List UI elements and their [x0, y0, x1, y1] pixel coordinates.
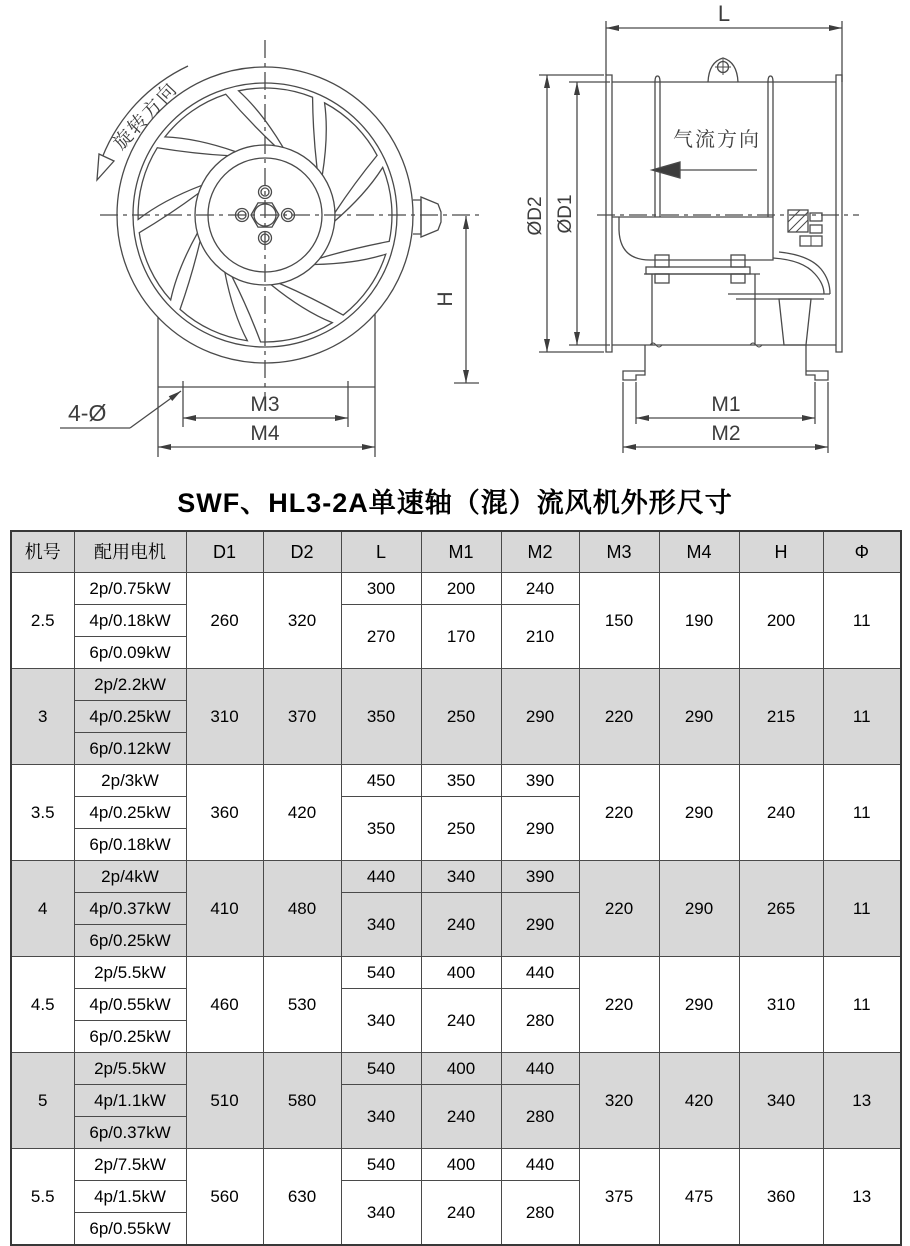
terminal-box	[413, 197, 441, 237]
motor-cell: 2p/4kW	[74, 861, 186, 893]
holes-label: 4-Ø	[68, 400, 107, 426]
motor-cone	[779, 299, 811, 345]
model-cell: 5.5	[11, 1149, 74, 1246]
m3-cell: 220	[579, 861, 659, 957]
l-cell: 450	[341, 765, 421, 797]
m1-cell: 400	[421, 1053, 501, 1085]
l-cell: 340	[341, 1181, 421, 1246]
motor-cell: 2p/5.5kW	[74, 957, 186, 989]
h-cell: 215	[739, 669, 823, 765]
lower-drum	[644, 274, 760, 345]
dimensions-table	[10, 530, 902, 1246]
motor-cell: 4p/1.1kW	[74, 1085, 186, 1117]
airflow-direction-label: 气流方向	[673, 129, 761, 151]
h-cell: 310	[739, 957, 823, 1053]
group-5	[11, 1053, 901, 1149]
motor-cell: 4p/0.25kW	[74, 701, 186, 733]
motor-cell: 6p/0.25kW	[74, 1021, 186, 1053]
m1-cell: 240	[421, 893, 501, 957]
d2-cell: 630	[263, 1149, 341, 1246]
m4-cell: 290	[659, 957, 739, 1053]
col-header-d1: D1	[186, 531, 263, 573]
col-header-m1: M1	[421, 531, 501, 573]
motor-cell: 4p/0.55kW	[74, 989, 186, 1021]
col-header-model: 机号	[11, 531, 74, 573]
m1-cell: 340	[421, 861, 501, 893]
motor-cell: 2p/3kW	[74, 765, 186, 797]
l-cell: 350	[341, 669, 421, 765]
flange-right	[836, 75, 842, 352]
m2-cell: 440	[501, 1053, 579, 1085]
m3-dim-label: M3	[250, 393, 280, 416]
model-cell: 4	[11, 861, 74, 957]
l-cell: 350	[341, 797, 421, 861]
motor-cell: 6p/0.37kW	[74, 1117, 186, 1149]
col-header-phi: Φ	[823, 531, 901, 573]
col-header-d2: D2	[263, 531, 341, 573]
h-cell: 200	[739, 573, 823, 669]
model-cell: 2.5	[11, 573, 74, 669]
d1-cell: 410	[186, 861, 263, 957]
m4-cell: 290	[659, 669, 739, 765]
l-cell: 300	[341, 573, 421, 605]
motor-cell: 6p/0.09kW	[74, 637, 186, 669]
m4-cell: 190	[659, 573, 739, 669]
d2-cell: 480	[263, 861, 341, 957]
phi-cell: 13	[823, 1053, 901, 1149]
model-cell: 3	[11, 669, 74, 765]
group-5-5	[11, 1149, 901, 1246]
col-header-h: H	[739, 531, 823, 573]
l-cell: 440	[341, 861, 421, 893]
m1-cell: 400	[421, 1149, 501, 1181]
phi-cell: 13	[823, 1149, 901, 1246]
motor-cell: 4p/1.5kW	[74, 1181, 186, 1213]
m2-cell: 280	[501, 1085, 579, 1149]
d2-dim-label: ØD2	[525, 196, 546, 236]
motor-cell: 6p/0.18kW	[74, 829, 186, 861]
m3-cell: 220	[579, 765, 659, 861]
motor-casing	[612, 217, 773, 260]
h-dim-label: H	[434, 291, 457, 307]
d2-cell: 530	[263, 957, 341, 1053]
motor-cell: 2p/0.75kW	[74, 573, 186, 605]
m1-cell: 240	[421, 1181, 501, 1246]
page-title: SWF、HL3-2A单速轴（混）流风机外形尺寸	[177, 488, 733, 518]
airflow-arrowhead-icon	[652, 162, 680, 178]
l-cell: 340	[341, 1085, 421, 1149]
m2-cell: 280	[501, 989, 579, 1053]
model-cell: 3.5	[11, 765, 74, 861]
group-4-5	[11, 957, 901, 1053]
motor-cell: 2p/7.5kW	[74, 1149, 186, 1181]
m1-cell: 200	[421, 573, 501, 605]
m1-cell: 350	[421, 765, 501, 797]
h-cell: 340	[739, 1053, 823, 1149]
rotation-arrowhead-icon	[97, 154, 114, 180]
motor-cell: 6p/0.25kW	[74, 925, 186, 957]
motor-cell: 4p/0.37kW	[74, 893, 186, 925]
d1-cell: 260	[186, 573, 263, 669]
table-row	[11, 1053, 901, 1085]
m1-cell: 250	[421, 669, 501, 765]
m2-cell: 390	[501, 861, 579, 893]
fan-side-view	[539, 21, 859, 453]
col-header-m3: M3	[579, 531, 659, 573]
table-row	[11, 861, 901, 893]
l-cell: 540	[341, 1149, 421, 1181]
d2-cell: 420	[263, 765, 341, 861]
table-row	[11, 1149, 901, 1181]
m4-cell: 290	[659, 861, 739, 957]
d1-cell: 510	[186, 1053, 263, 1149]
col-header-m2: M2	[501, 531, 579, 573]
l-cell: 340	[341, 893, 421, 957]
m3-cell: 320	[579, 1053, 659, 1149]
motor-cell: 2p/5.5kW	[74, 1053, 186, 1085]
d1-cell: 310	[186, 669, 263, 765]
l-cell: 340	[341, 989, 421, 1053]
m3-cell: 220	[579, 669, 659, 765]
h-cell: 240	[739, 765, 823, 861]
group-3	[11, 669, 901, 765]
group-2-5	[11, 573, 901, 669]
m1-cell: 250	[421, 797, 501, 861]
group-3-5	[11, 765, 901, 861]
motor-cell: 6p/0.12kW	[74, 733, 186, 765]
model-cell: 4.5	[11, 957, 74, 1053]
m1-cell: 240	[421, 1085, 501, 1149]
phi-cell: 11	[823, 765, 901, 861]
m1-cell: 170	[421, 605, 501, 669]
motor-cell: 2p/2.2kW	[74, 669, 186, 701]
d1-cell: 360	[186, 765, 263, 861]
h-cell: 265	[739, 861, 823, 957]
d2-cell: 580	[263, 1053, 341, 1149]
motor-cell: 6p/0.55kW	[74, 1213, 186, 1246]
d2-cell: 320	[263, 573, 341, 669]
m2-cell: 290	[501, 893, 579, 957]
lifting-eye	[708, 58, 738, 82]
m1-cell: 400	[421, 957, 501, 989]
m4-cell: 420	[659, 1053, 739, 1149]
m2-dim-label: M2	[711, 422, 741, 445]
m4-dim-label: M4	[250, 422, 280, 445]
technical-drawings	[0, 0, 910, 470]
h-cell: 360	[739, 1149, 823, 1246]
l-dim-label: L	[717, 1, 731, 26]
col-header-motor: 配用电机	[74, 531, 186, 573]
col-header-m4: M4	[659, 531, 739, 573]
m3-cell: 220	[579, 957, 659, 1053]
table-row	[11, 669, 901, 701]
m3-cell: 150	[579, 573, 659, 669]
d2-cell: 370	[263, 669, 341, 765]
m2-cell: 240	[501, 573, 579, 605]
m1-cell: 240	[421, 989, 501, 1053]
flange-left	[606, 75, 612, 352]
m2-cell: 440	[501, 1149, 579, 1181]
foot-left	[623, 345, 645, 380]
phi-cell: 11	[823, 861, 901, 957]
m2-cell: 390	[501, 765, 579, 797]
motor-cell: 4p/0.18kW	[74, 605, 186, 637]
d1-dim-label: ØD1	[555, 194, 576, 234]
l-cell: 540	[341, 957, 421, 989]
m2-cell: 440	[501, 957, 579, 989]
table-row	[11, 957, 901, 989]
m2-cell: 280	[501, 1181, 579, 1246]
table-header-row	[11, 531, 901, 573]
col-header-l: L	[341, 531, 421, 573]
foot-right	[806, 345, 828, 380]
motor-mount-plate	[646, 255, 750, 283]
motor-cell: 4p/0.25kW	[74, 797, 186, 829]
phi-cell: 11	[823, 573, 901, 669]
l-cell: 270	[341, 605, 421, 669]
m2-cell: 290	[501, 669, 579, 765]
m1-dim-label: M1	[711, 393, 741, 416]
m2-cell: 210	[501, 605, 579, 669]
m2-cell: 290	[501, 797, 579, 861]
l-cell: 540	[341, 1053, 421, 1085]
m4-cell: 290	[659, 765, 739, 861]
d1-cell: 560	[186, 1149, 263, 1246]
holes-leader-line	[130, 391, 181, 428]
phi-cell: 11	[823, 957, 901, 1053]
phi-cell: 11	[823, 669, 901, 765]
rotation-direction-label: 旋转方向	[109, 78, 183, 155]
m4-cell: 475	[659, 1149, 739, 1246]
m3-cell: 375	[579, 1149, 659, 1246]
model-cell: 5	[11, 1053, 74, 1149]
d1-cell: 460	[186, 957, 263, 1053]
group-4	[11, 861, 901, 957]
table-row	[11, 765, 901, 797]
table-row	[11, 573, 901, 605]
